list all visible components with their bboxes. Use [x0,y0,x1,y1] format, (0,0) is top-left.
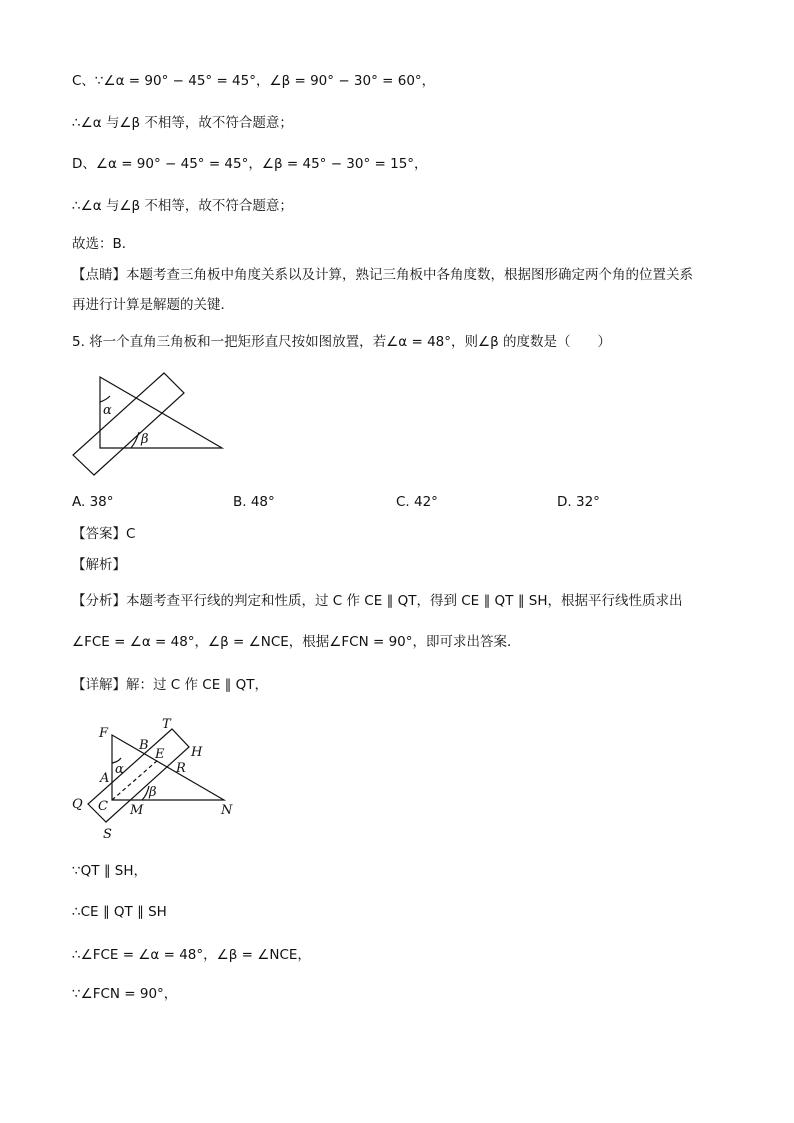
step-4: ∵∠FCN = 90°， [72,986,178,1002]
label-M: M [130,803,144,818]
analysis-heading: 【解析】 [72,557,126,573]
label-E: E [155,747,165,762]
review-line-1: 【点睛】本题考查三角板中角度关系以及计算，熟记三角板中各角度数，根据图形确定两个角的位置关系 [72,267,693,283]
analysis-line-1: 【分析】本题考查平行线的判定和性质，过 C 作 CE ∥ QT，得到 CE ∥ QT ∥ SH，根据平行线性质求出 [72,593,683,609]
label-C: C [98,799,108,814]
alpha-label: α [103,403,112,418]
label-T: T [162,717,171,732]
option-c-conclusion: ∴∠α 与∠β 不相等，故不符合题意； [72,115,293,131]
analysis-line-2: ∠FCE = ∠α = 48°，∠β = ∠NCE，根据∠FCN = 90°，即可求出答案． [72,634,521,650]
label-R: R [176,761,186,776]
detail-line: 【详解】解：过 C 作 CE ∥ QT， [72,677,268,693]
options-row [0,494,794,512]
option-c[interactable]: C. 42° [396,494,438,510]
answer-line: 【答案】C [72,526,136,542]
solution-figure [66,710,246,842]
review-line-2: 再进行计算是解题的关键． [72,297,234,313]
choice-line: 故选：B． [72,236,136,252]
label-H: H [191,745,203,760]
label-Q: Q [72,797,83,812]
option-d-conclusion: ∴∠α 与∠β 不相等，故不符合题意； [72,198,293,214]
step-3: ∴∠FCE = ∠α = 48°，∠β = ∠NCE， [72,947,311,963]
option-c-calculation: C、∵∠α = 90° − 45° = 45°，∠β = 90° − 30° = 60°， [72,73,436,89]
label-N: N [221,803,233,818]
question-5: 5. 将一个直角三角板和一把矩形直尺按如图放置，若∠α = 48°，则∠β 的度数是（ ） [72,334,612,350]
beta-label: β [141,432,149,447]
option-d-calculation: D、∠α = 90° − 45° = 45°，∠β = 45° − 30° = 15°， [72,156,428,172]
ruler-shape [73,373,184,475]
option-d[interactable]: D. 32° [557,494,600,510]
triangle-shape [100,377,222,448]
label-S: S [103,827,112,842]
step-2: ∴CE ∥ QT ∥ SH [72,904,167,920]
question-figure [66,366,230,478]
label-A: A [100,771,110,786]
option-a[interactable]: A. 38° [72,494,114,510]
label-alpha: α [115,762,124,777]
step-1: ∵QT ∥ SH， [72,863,148,879]
label-B: B [139,738,149,753]
alpha-arc [100,396,110,402]
option-b[interactable]: B. 48° [233,494,275,510]
label-beta: β [149,785,157,800]
label-F: F [99,726,109,741]
